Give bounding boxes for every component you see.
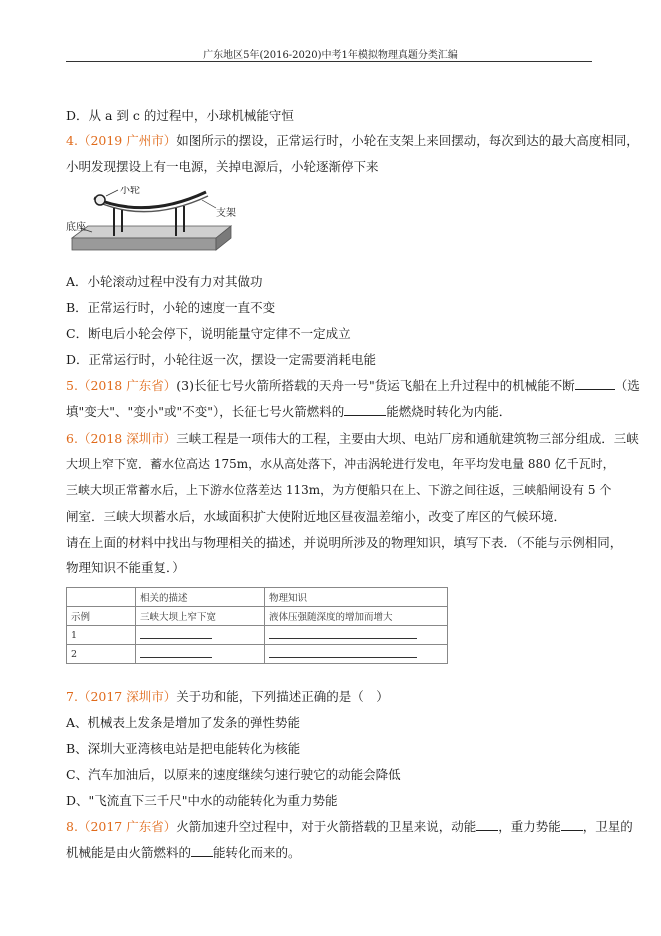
- table-cell: 2: [67, 645, 136, 664]
- answer-blank[interactable]: [140, 628, 212, 639]
- table-cell: [136, 645, 265, 664]
- q5-text-2: （选: [614, 378, 640, 393]
- q7-option-d: D、"飞流直下三千尺"中水的动能转化为重力势能: [66, 793, 338, 808]
- table-cell: [136, 626, 265, 645]
- q6-line1: [66, 429, 639, 447]
- swing-toy-figure: [66, 186, 276, 262]
- q5-text-3: 填"变大"、"变小"或"不变"），长征七号火箭燃料的: [66, 404, 345, 419]
- base-top: [72, 226, 231, 238]
- wheel-pointer: [106, 190, 118, 196]
- stand-rail-front: [94, 192, 206, 208]
- q7-stem-text: 关于功和能，下列描述正确的是（ ）: [176, 689, 389, 704]
- wheel-label: 小轮: [120, 186, 140, 196]
- q5-text-4: 能燃烧时转化为内能．: [386, 404, 512, 419]
- table-header-row: [67, 588, 448, 607]
- q4-option-d: D．正常运行时，小轮往返一次，摆设一定需要消耗电能: [66, 352, 377, 367]
- q6-line2: 大坝上窄下宽．蓄水位高达 175m，水从高处落下，冲击涡轮进行发电，年平均发电量 880 亿千瓦时，: [66, 457, 615, 471]
- wheel: [95, 195, 105, 205]
- q8-blank-1[interactable]: [476, 819, 498, 831]
- base-label: 底座: [66, 222, 86, 233]
- table-header-cell: 相关的描述: [136, 588, 265, 607]
- table-row: [67, 645, 448, 664]
- answer-blank[interactable]: [140, 647, 212, 658]
- q5-text-1: (3)长征七号火箭所搭载的天舟一号"货运飞船在上升过程中的机械能不断: [176, 378, 575, 393]
- q7-option-c: C、汽车加油后，以原来的速度继续匀速行驶它的动能会降低: [66, 767, 401, 782]
- q4-option-b: B．正常运行时，小轮的速度一直不变: [66, 300, 276, 315]
- q8-text-2: ，重力势能: [498, 819, 561, 834]
- q8-text-1: 火箭加速升空过程中，对于火箭搭载的卫星来说，动能: [176, 819, 477, 834]
- q6-text-1: 三峡工程是一项伟大的工程，主要由大坝、电站厂房和通航建筑物三部分组成．三峡: [176, 431, 639, 446]
- q7-stem: [66, 687, 389, 705]
- q5-source: （2018 广东省）: [77, 378, 177, 393]
- page-header: 广东地区5年(2016-2020)中考1年模拟物理真题分类汇编: [203, 50, 458, 61]
- q8-text-4: 机械能是由火箭燃料的: [66, 845, 192, 860]
- q4-stem-line1: [66, 131, 639, 149]
- q6-line3: 三峡大坝正常蓄水后，上下游水位落差达 113m，为方便船只在上、下游之间往返，三峡船闸设有 5 个: [66, 483, 612, 497]
- q8-blank-3[interactable]: [191, 845, 213, 857]
- answer-table: [66, 587, 448, 664]
- stand-label: 支架: [216, 208, 236, 219]
- table-header-cell: [67, 588, 136, 607]
- q4-option-c: C．断电后小轮会停下，说明能量守定律不一定成立: [66, 326, 351, 341]
- q8-line1: [66, 817, 633, 835]
- q6-line4: 闸室．三峡大坝蓄水后，水域面积扩大使附近地区昼夜温差缩小，改变了库区的气候环境．: [66, 509, 567, 524]
- q8-text-3: ，卫星的: [582, 819, 633, 834]
- q6-number: 6.: [66, 431, 78, 446]
- q6-line5: 请在上面的材料中找出与物理相关的描述，并说明所涉及的物理知识，填写下表．（不能与示例相同，: [66, 535, 623, 550]
- q7-source: （2017 深圳市）: [77, 689, 177, 704]
- table-header-cell: 物理知识: [265, 588, 448, 607]
- q4-stem-line2: 小明发现摆设上有一电源，关掉电源后，小轮逐渐停下来: [66, 159, 379, 174]
- base-front: [72, 238, 216, 250]
- q4-number: 4.: [66, 133, 78, 148]
- q3-option-d: D．从 a 到 c 的过程中，小球机械能守恒: [66, 108, 294, 123]
- q5-blank-2[interactable]: [344, 404, 386, 416]
- q8-blank-2[interactable]: [561, 819, 583, 831]
- q4-option-a: A．小轮滚动过程中没有力对其做功: [66, 274, 263, 289]
- header-divider: [66, 61, 592, 62]
- q7-option-b: B、深圳大亚湾核电站是把电能转化为核能: [66, 741, 301, 756]
- q8-number: 8.: [66, 819, 78, 834]
- table-cell: [265, 626, 448, 645]
- table-row: [67, 607, 448, 626]
- q8-text-5: 能转化而来的。: [213, 845, 301, 860]
- table-cell: 三峡大坝上窄下宽: [136, 607, 265, 626]
- q8-line2: [66, 843, 301, 861]
- table-cell: 1: [67, 626, 136, 645]
- q7-option-a: A、机械表上发条是增加了发条的弹性势能: [66, 715, 301, 730]
- table-row: [67, 626, 448, 645]
- answer-blank[interactable]: [269, 628, 417, 639]
- answer-blank[interactable]: [269, 647, 417, 658]
- q4-source: （2019 广州市）: [77, 133, 177, 148]
- table-cell: 液体压强随深度的增加而增大: [265, 607, 448, 626]
- stand-pointer: [202, 200, 216, 208]
- q5-blank-1[interactable]: [575, 378, 615, 390]
- q4-stem-text: 如图所示的摆设，正常运行时，小轮在支架上来回摆动，每次到达的最大高度相同，: [176, 133, 639, 148]
- q8-source: （2017 广东省）: [77, 819, 177, 834]
- q7-number: 7.: [66, 689, 78, 704]
- q5-line2: [66, 402, 511, 420]
- table-cell: [265, 645, 448, 664]
- q6-line6: 物理知识不能重复．）: [66, 560, 185, 575]
- q6-source: （2018 深圳市）: [77, 431, 177, 446]
- q5-number: 5.: [66, 378, 78, 393]
- table-cell: 示例: [67, 607, 136, 626]
- q5-line1: [66, 376, 640, 394]
